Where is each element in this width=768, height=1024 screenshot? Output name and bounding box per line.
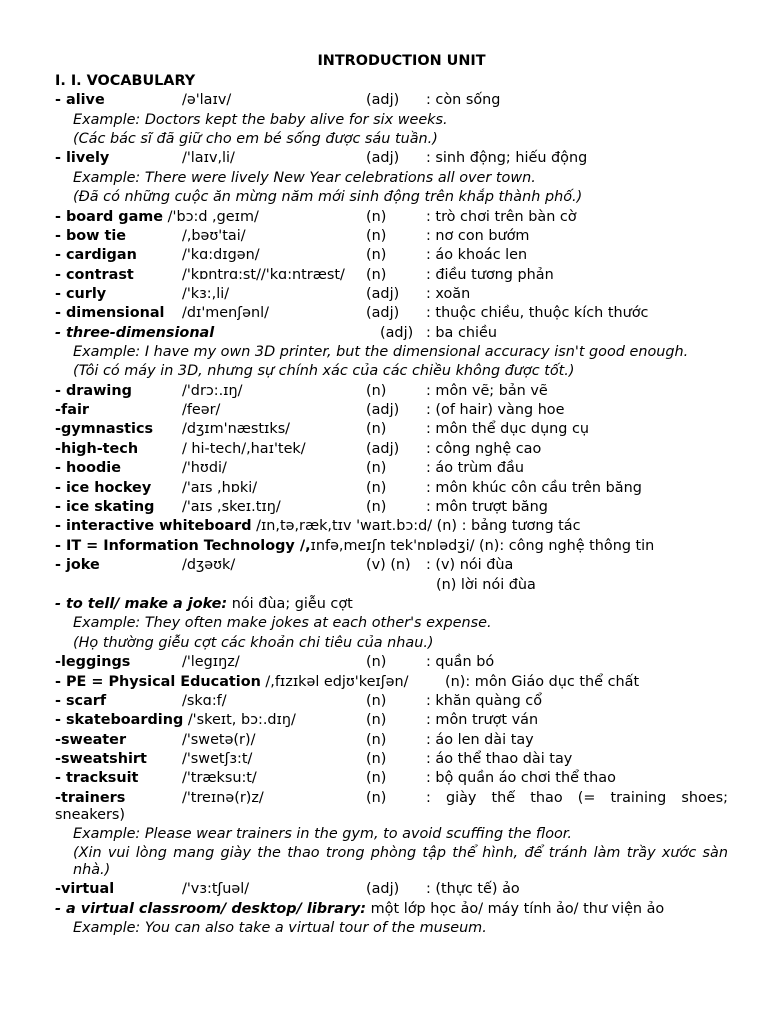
entry-ipa: /'swetə(r)/	[182, 731, 256, 748]
entry-ipa: /dʒɪm'næstɪks/	[182, 421, 291, 438]
entry-pos: (adj)	[366, 92, 400, 109]
example-sentence: Example: You can also take a virtual tour of the museum.	[73, 920, 487, 937]
entry-interactive-whiteboard	[55, 517, 728, 536]
entry-tracksuit	[55, 769, 728, 788]
entry-meaning: : áo khoác len	[426, 247, 528, 264]
entry-pos: (n)	[366, 421, 387, 438]
entry-joke	[55, 556, 728, 575]
entry-ipa: /'legɪŋz/	[182, 654, 240, 671]
entry-meaning-continued: sneakers)	[55, 806, 125, 823]
entry-virtual	[55, 880, 728, 899]
entry-meaning: : giày thể thao (= training shoes;	[426, 789, 728, 806]
entry-meaning: : áo trùm đầu	[426, 460, 524, 477]
entry-word: -fair	[55, 402, 89, 419]
entry-pos: (n)	[366, 460, 387, 477]
entry-pos: (adj)	[366, 305, 400, 322]
entry-ice-hockey	[55, 479, 728, 498]
entry-definition: /ɪn,tə,ræk,tɪv 'waɪt.bɔ:d/ (n) : bảng tương tác	[251, 518, 581, 535]
example-sentence: Example: There were lively New Year celebrations all over town.	[73, 169, 536, 186]
entry-ipa: /'træksu:t/	[182, 770, 257, 787]
entry-pos: (v) (n)	[366, 557, 411, 574]
entry-three-dimensional	[55, 324, 728, 343]
entry-word: - ice skating	[55, 499, 155, 515]
entry-word: - ice hockey	[55, 479, 152, 496]
entry-leggings	[55, 653, 728, 672]
entry-meaning: : quần bó	[426, 654, 495, 671]
entry-it	[55, 537, 728, 556]
entry-word: -high-tech	[55, 440, 139, 457]
entry-meaning: : khăn quàng cổ	[426, 692, 543, 709]
entry-word: - skateboarding /'skeɪt, bɔ:.dɪŋ/	[55, 712, 296, 729]
entry-pe	[55, 673, 728, 692]
entry-ipa: /ə'laɪv/	[182, 92, 232, 109]
entry-word: - IT = Information Technology /,	[55, 537, 311, 554]
entry-ipa: /'laɪv,li/	[182, 150, 235, 167]
entry-word: - bow tie	[55, 227, 127, 244]
entry-definition: nói đùa; giễu cợt	[227, 595, 353, 612]
entry-word: - cardigan	[55, 247, 137, 264]
entry-word: - joke	[55, 557, 100, 574]
entry-alive	[55, 91, 728, 110]
entry-word: - PE = Physical Education	[55, 673, 261, 690]
entry-ipa: /'skeɪt, bɔ:.dɪŋ/	[187, 712, 296, 729]
entry-sweatshirt	[55, 750, 728, 769]
entry-meaning: : nơ con bướm	[426, 227, 530, 244]
entry-contrast	[55, 266, 728, 285]
entry-pos: (n)	[366, 751, 387, 768]
entry-joke-noun	[55, 576, 728, 595]
entry-meaning: : áo len dài tay	[426, 731, 534, 748]
entry-ipa: / hi-tech/,haɪ'tek/	[182, 440, 306, 457]
entry-pos: (n)	[366, 247, 387, 264]
entry-meaning: : (v) nói đùa	[426, 557, 514, 574]
entry-meaning: : trò chơi trên bàn cờ	[426, 208, 577, 225]
entry-hoodie	[55, 459, 728, 478]
entry-ice-skating	[55, 498, 728, 517]
entry-meaning: : môn trượt ván	[426, 712, 539, 729]
entry-pos: (n)	[366, 789, 387, 806]
entry-meaning: : ba chiều	[426, 324, 497, 341]
entry-definition: /,fɪzɪkəl edjʊ'keɪʃən/ (n): môn Giáo dục thể chất	[260, 673, 640, 690]
entry-meaning: : áo thể thao dài tay	[426, 751, 573, 768]
entry-meaning: : môn vẽ; bản vẽ	[426, 382, 548, 399]
example-sentence: Example: Please wear trainers in the gym, to avoid scuffing the floor.	[73, 825, 572, 842]
entry-virtual-classroom	[55, 900, 728, 919]
entry-meaning: : môn thể dục dụng cụ	[426, 421, 589, 438]
entry-word: - drawing	[55, 382, 132, 399]
entry-word: - a virtual classroom/ desktop/ library:	[55, 900, 367, 917]
entry-pos: (n)	[366, 499, 387, 515]
entry-meaning: : còn sống	[426, 92, 501, 109]
entry-ipa: /dɪ'menʃənl/	[182, 305, 269, 322]
entry-ipa: /feər/	[182, 402, 221, 419]
entry-pos: (adj)	[380, 324, 414, 341]
entry-ipa: /'vɜ:tʃuəl/	[182, 881, 250, 898]
entry-word: - three-dimensional	[55, 324, 215, 341]
entry-sweater	[55, 731, 728, 750]
entry-word: - tracksuit	[55, 770, 139, 787]
entry-ipa: /'aɪs ,hɒki/	[182, 479, 258, 496]
entry-word: -gymnastics	[55, 421, 154, 438]
entry-meaning: : bộ quần áo chơi thể thao	[426, 770, 616, 787]
entry-ipa: /'kɒntrɑ:st//'kɑ:ntræst/	[182, 266, 345, 283]
entry-trainers	[55, 789, 728, 825]
entry-drawing	[55, 382, 728, 401]
entry-meaning: : xoăn	[426, 286, 471, 303]
entry-word: -leggings	[55, 654, 131, 671]
entry-pos: (adj)	[366, 440, 400, 457]
entry-meaning: : thuộc chiều, thuộc kích thước	[426, 305, 649, 322]
entry-meaning: : môn trượt băng	[426, 499, 548, 515]
entry-word: -virtual	[55, 881, 115, 898]
entry-gymnastics	[55, 420, 728, 439]
entry-pos: (n)	[366, 227, 387, 244]
entry-ipa: /'swetʃɜ:t/	[182, 751, 253, 768]
entry-word: - curly	[55, 286, 107, 303]
entry-ipa: /'kɑ:dɪgən/	[182, 247, 260, 264]
entry-word: - to tell/ make a joke:	[55, 595, 228, 612]
entry-bow-tie	[55, 227, 728, 246]
entry-word: - alive	[55, 92, 105, 109]
example-sentence: Example: They often make jokes at each other's expense.	[73, 615, 492, 632]
entry-pos: (n)	[366, 712, 387, 729]
page-title: INTRODUCTION UNIT	[317, 53, 486, 69]
entry-fair	[55, 401, 728, 420]
entry-ipa: /'treɪnə(r)z/	[182, 789, 264, 806]
example-translation: (Các bác sĩ đã giữ cho em bé sống được sáu tuần.)	[73, 130, 438, 147]
entry-ipa: /'aɪs ,skeɪ.tɪŋ/	[182, 499, 281, 515]
entry-ipa: /'kɜ:,li/	[182, 286, 230, 303]
entry-make-joke	[55, 595, 728, 614]
entry-meaning: : sinh động; hiếu động	[426, 150, 588, 167]
entry-word: - lively	[55, 150, 110, 167]
entry-word: - interactive whiteboard	[55, 518, 252, 535]
example-translation: (Đã có những cuộc ăn mừng năm mới sinh động trên khắp thành phố.)	[73, 189, 583, 206]
entry-board-game	[55, 208, 728, 227]
entry-meaning: : (of hair) vàng hoe	[426, 402, 565, 419]
entry-definition: ɪnfə,meɪʃn tek'nɒlədʒi/ (n): công nghệ thông tin	[310, 537, 655, 554]
entry-word: -sweatshirt	[55, 751, 147, 768]
entry-pos: (adj)	[366, 881, 400, 898]
entry-ipa: /'hʊdi/	[182, 460, 227, 477]
entry-pos: (adj)	[366, 402, 400, 419]
entry-dimensional	[55, 304, 728, 323]
entry-pos: (n)	[366, 692, 387, 709]
entry-ipa: /,bəʊ'tai/	[182, 227, 246, 244]
entry-word: - hoodie	[55, 460, 121, 477]
example-translation: (Xin vui lòng mang giày the thao trong phòng tập thể hình, để tránh làm trầy xước sàn nhà.)	[73, 845, 728, 879]
entry-word: - board game /'bɔ:d ,geɪm/	[55, 208, 259, 225]
section-heading: I. I. VOCABULARY	[55, 72, 196, 89]
entry-pos: (adj)	[366, 286, 400, 303]
entry-word: -sweater	[55, 731, 127, 748]
entry-pos: (n)	[366, 654, 387, 671]
entry-meaning: (n) lời nói đùa	[436, 576, 536, 593]
entry-meaning: : (thực tế) ảo	[426, 881, 520, 898]
entry-pos: (n)	[366, 731, 387, 748]
entry-ipa: /skɑ:f/	[182, 692, 227, 709]
entry-pos: (n)	[366, 208, 387, 225]
entry-meaning: : môn khúc côn cầu trên băng	[426, 479, 642, 496]
entry-definition: một lớp học ảo/ máy tính ảo/ thư viện ảo	[366, 900, 665, 917]
entry-meaning: : điều tương phản	[426, 266, 554, 283]
example-translation: (Tôi có máy in 3D, nhưng sự chính xác của các chiều không được tốt.)	[73, 363, 575, 380]
example-sentence: Example: Doctors kept the baby alive for six weeks.	[73, 111, 448, 128]
entry-word: - contrast	[55, 266, 134, 283]
entry-curly	[55, 285, 728, 304]
entry-pos: (n)	[366, 479, 387, 496]
entry-skateboarding	[55, 711, 728, 730]
entry-pos: (n)	[366, 266, 387, 283]
entry-ipa: /'drɔ:.ɪŋ/	[182, 382, 243, 399]
entry-word: - dimensional	[55, 305, 165, 322]
entry-meaning: : công nghệ cao	[426, 440, 542, 457]
entry-ipa: /dʒəʊk/	[182, 557, 236, 574]
entry-cardigan	[55, 246, 728, 265]
entry-word: - scarf	[55, 692, 107, 709]
entry-high-tech	[55, 440, 728, 459]
example-sentence: Example: I have my own 3D printer, but the dimensional accuracy isn't good enough.	[73, 344, 689, 361]
entry-lively	[55, 149, 728, 168]
example-translation: (Họ thường giễu cợt các khoản chi tiêu của nhau.)	[73, 634, 434, 651]
entry-word: -trainers	[55, 789, 126, 806]
entry-pos: (n)	[366, 382, 387, 399]
document-page	[55, 52, 728, 938]
entry-pos: (adj)	[366, 150, 400, 167]
entry-ipa: /'bɔ:d ,geɪm/	[167, 208, 259, 225]
entry-pos: (n)	[366, 770, 387, 787]
entry-scarf	[55, 692, 728, 711]
